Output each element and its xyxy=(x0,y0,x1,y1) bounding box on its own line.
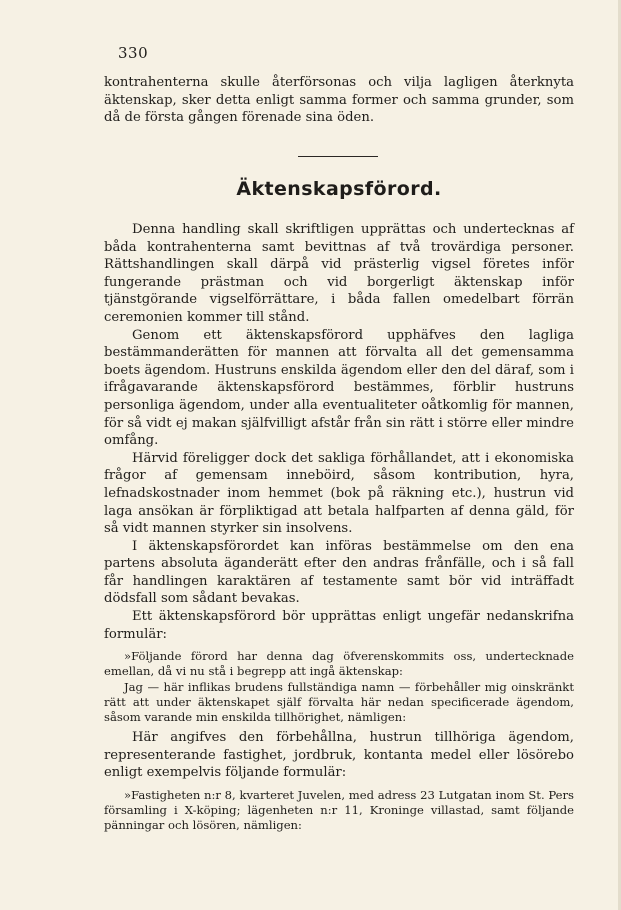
form-line-1: »Följande förord har denna dag öfverenskommits oss, undertecknade emellan, då vi nu stå i begrepp att ingå äktenskap: xyxy=(104,649,574,679)
section-divider xyxy=(298,156,378,157)
paragraph-3: Härvid föreligger dock det sakliga förhållandet, att i ekonomiska frågor af gemensam inneböird, såsom kontribution, hyra, lefnadskostnader inom hemmet (bok på räkning etc.), hustrun vid laga ansökan är förpliktigad att betala halfparten af denna gäld, för så vidt mannen styrker sin insolvens. xyxy=(104,450,574,537)
intro-paragraph-block xyxy=(104,74,574,127)
section-heading: Äktenskapsförord. xyxy=(236,178,442,200)
example-line: »Fastigheten n:r 8, kvarteret Juvelen, med adress 23 Lutgatan inom St. Pers församling i X-köping; lägenheten n:r 11, Kroninge villastad, samt följande pänningar och lösören, nämligen: xyxy=(104,788,574,833)
body-text xyxy=(104,221,574,834)
paragraph-4: I äktenskapsförordet kan införas bestämmelse om den ena partens absoluta äganderätt efter den andras frånfälle, och i så fall får handlingen karaktären af testamente samt bör vid inträffadt dödsfall som sådant bevakas. xyxy=(104,538,574,607)
form-line-2: Jag — här inflikas brudens fullständiga namn — förbehåller mig oinskränkt rätt att under äktenskapet själf förvalta här nedan specificerade ägendom, såsom varande min enskilda tillhörighet, nämligen: xyxy=(104,679,574,725)
page-number: 330 xyxy=(118,44,149,62)
paragraph-after-form: Här angifves den förbehållna, hustrun tillhöriga ägendom, representerande fastighet, jordbruk, kontanta medel eller lösörebo enligt exempelvis följande formulär: xyxy=(104,730,574,781)
paragraph-2: Genom ett äktenskapsförord upphäfves den lagliga bestämmanderätten för mannen att förvalta all det gemensamma boets ägendom. Hustruns enskilda ägendom eller den del däraf, som i ifrågavarande äktenskapsförord bestämmes, förblir hustruns personliga ägendom, under alla eventualiteter oåtkomlig för mannen, för så vidt ej makan själfvilligt afstår från sin rätt i större eller mindre omfång. xyxy=(104,327,574,449)
intro-paragraph: kontrahenterna skulle återförsonas och vilja lagligen återknyta äktenskap, sker detta enligt samma former och samma grunder, som då de första gången förenade sina öden. xyxy=(104,75,574,126)
paragraph-5: Ett äktenskapsförord bör upprättas enligt ungefär nedanskrifna formulär: xyxy=(104,609,574,642)
paragraph-1: Denna handling skall skriftligen upprättas och undertecknas af båda kontrahenterna samt bevittnas af två trovärdiga personer. Rättshandlingen skall därpå vid prästerlig vigsel företes inför fungerande prästman och vid borgerligt äktenskap inför tjänstgörande vigselförrättare, i båda fallen omedelbart förrän ceremonien kommer till stånd. xyxy=(104,222,574,325)
